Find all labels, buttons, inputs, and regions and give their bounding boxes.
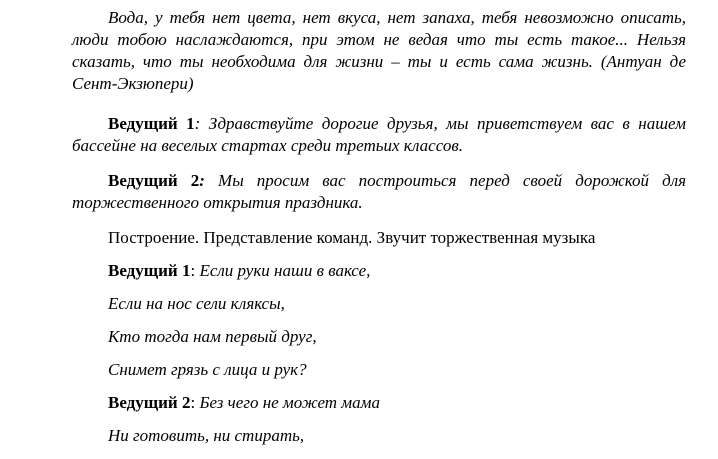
host2-invite-paragraph bbox=[72, 170, 686, 214]
verse-line-text: Если руки наши в ваксе, bbox=[199, 261, 371, 280]
speaker-label: Ведущий 2 bbox=[108, 393, 191, 412]
host1-greeting-text: Здравствуйте дорогие друзья, мы приветствуем вас в нашем бассейне на веселых стартах среди третьих классов. bbox=[72, 114, 686, 155]
verse-line-text: Без чего не может мама bbox=[199, 393, 380, 412]
host1-verse-line bbox=[108, 260, 370, 282]
document-page bbox=[72, 0, 688, 459]
verse-line bbox=[108, 359, 307, 381]
host2-verse-line bbox=[108, 392, 380, 414]
verse-line-text: Если на нос сели кляксы, bbox=[108, 294, 285, 313]
stage-direction-text: Построение. Представление команд. Звучит торжественная музыка bbox=[108, 228, 596, 247]
verse-line-text: Снимет грязь с лица и рук? bbox=[108, 360, 307, 379]
verse-line bbox=[108, 326, 317, 348]
speaker-label: Ведущий 1 bbox=[108, 114, 195, 133]
epigraph-text: Вода, у тебя нет цвета, нет вкуса, нет запаха, тебя невозможно описать, люди тобою наслаждаются, при этом не ведая что ты есть такое... Нельзя сказать, что ты необходима для жизни – ты и есть сама жизнь. (Антуан де Сент-Экзюпери) bbox=[72, 8, 686, 93]
verse-line bbox=[108, 425, 304, 447]
speaker-separator: : bbox=[190, 261, 200, 280]
epigraph-paragraph bbox=[72, 7, 686, 95]
host2-invite-text: Мы просим вас построиться перед своей дорожкой для торжественного открытия праздника. bbox=[72, 171, 687, 212]
speaker-separator: : bbox=[194, 114, 201, 133]
speaker-label: Ведущий 2 bbox=[108, 171, 200, 190]
verse-line bbox=[108, 293, 285, 315]
verse-line-text: Кто тогда нам первый друг, bbox=[108, 327, 317, 346]
verse-line-text: Ни готовить, ни стирать, bbox=[108, 426, 305, 445]
speaker-label: Ведущий 1 bbox=[108, 261, 191, 280]
speaker-separator: : bbox=[199, 171, 205, 190]
stage-direction-paragraph bbox=[108, 227, 595, 249]
speaker-separator: : bbox=[190, 393, 200, 412]
host1-greeting-paragraph bbox=[72, 113, 686, 157]
